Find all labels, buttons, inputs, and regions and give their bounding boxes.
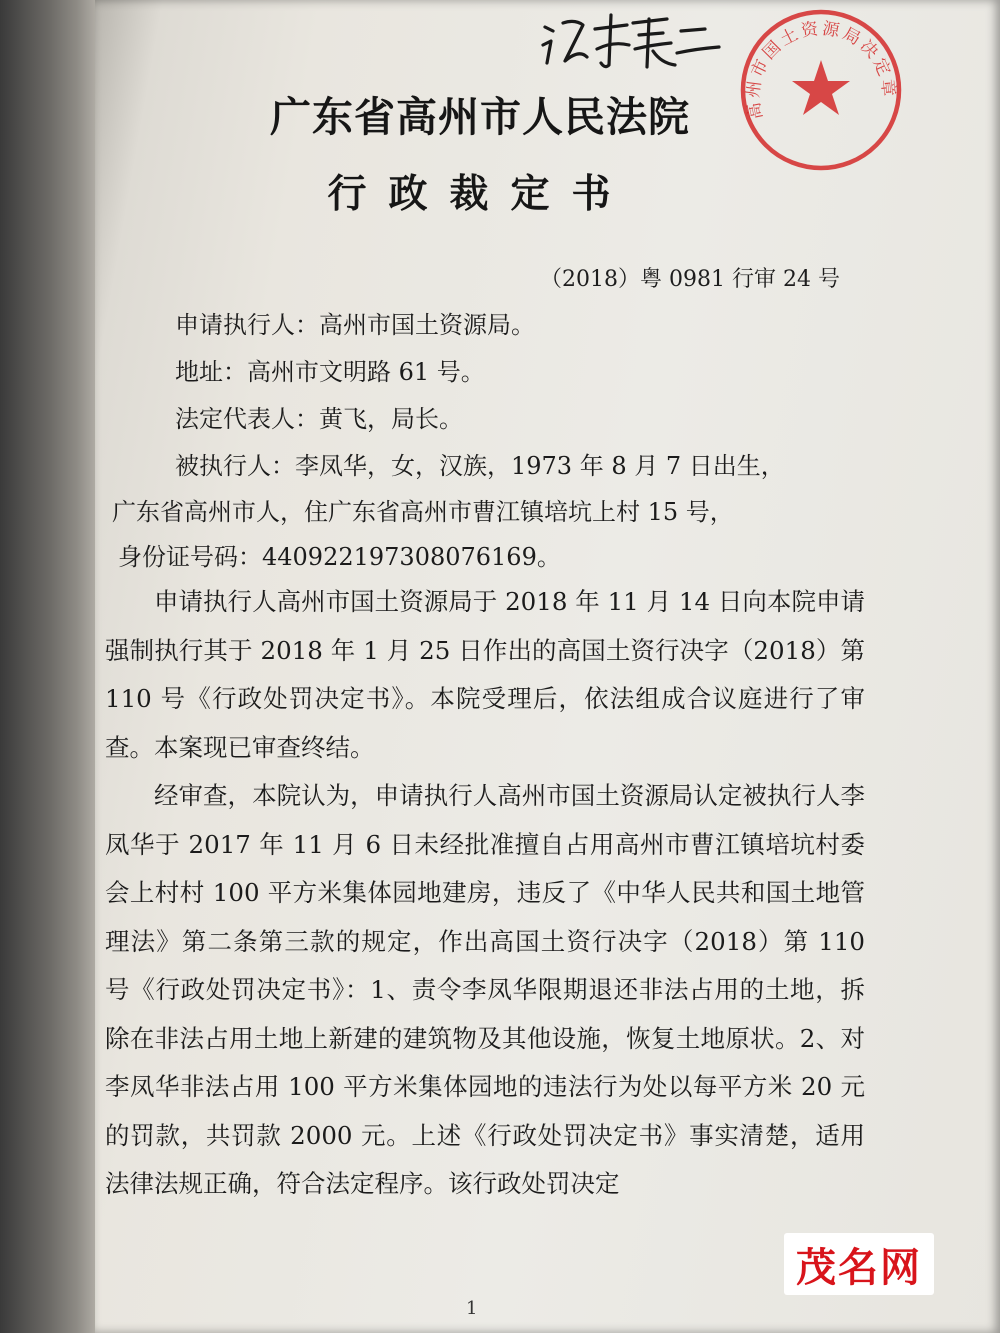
page-number: 1 [466,1298,478,1319]
book-binding [0,0,110,1333]
legal-rep-line: 法定代表人：黄飞，局长。 [175,405,463,433]
handwritten-signature [535,5,725,75]
respondent-address-line: 广东省高州市人，住广东省高州市曹江镇培坑上村 15 号， [112,498,734,526]
document-type: 行政裁定书 [327,172,633,217]
body-text [105,578,865,1209]
respondent-line: 被执行人：李凤华，女，汉族，1973 年 8 月 7 日出生， [175,452,785,480]
applicant-line: 申请执行人：高州市国土资源局。 [175,311,535,339]
case-number: （2018）粤 0981 行审 24 号 [540,267,840,292]
court-name: 广东省高州市人民法院 [270,93,690,141]
address-line: 地址：高州市文明路 61 号。 [175,358,485,386]
seal-text: 高州市国土资源局决定章 [743,18,899,122]
watermark-logo: 茂名网 [784,1233,934,1295]
id-number-line: 身份证号码：440922197308076169。 [118,543,561,571]
paragraph-application: 申请执行人高州市国土资源局于 2018 年 11 月 14 日向本院申请强制执行其于 2018 年 1 月 25 日作出的高国土资行决字（2018）第 110 号《行政处罚决定书》。本院受理后，依法组成合议庭进行了审查。本案现已审查终结。 [105,587,865,762]
paragraph-review: 经审查，本院认为，申请执行人高州市国土资源局认定被执行人李凤华于 2017 年 11 月 6 日未经批准擅自占用高州市曹江镇培坑村委会上村村 100 平方米集体园地建房，违反了《中华人民共和国土地管理法》第二条第三款的规定，作出高国土资行决字（2018）第 110 号《行政处罚决定书》：1、责令李凤华限期退还非法占用的土地，拆除在非法占用土地上新建的建筑物及其他设施，恢复土地原状。2、对李凤华非法占用 100 平方米集体园地的违法行为处以每平方米 20 元的罚款，共罚款 2000 元。上述《行政处罚决定书》事实清楚，适用法律法规正确，符合法定程序。该行政处罚决定 [105,781,865,1198]
